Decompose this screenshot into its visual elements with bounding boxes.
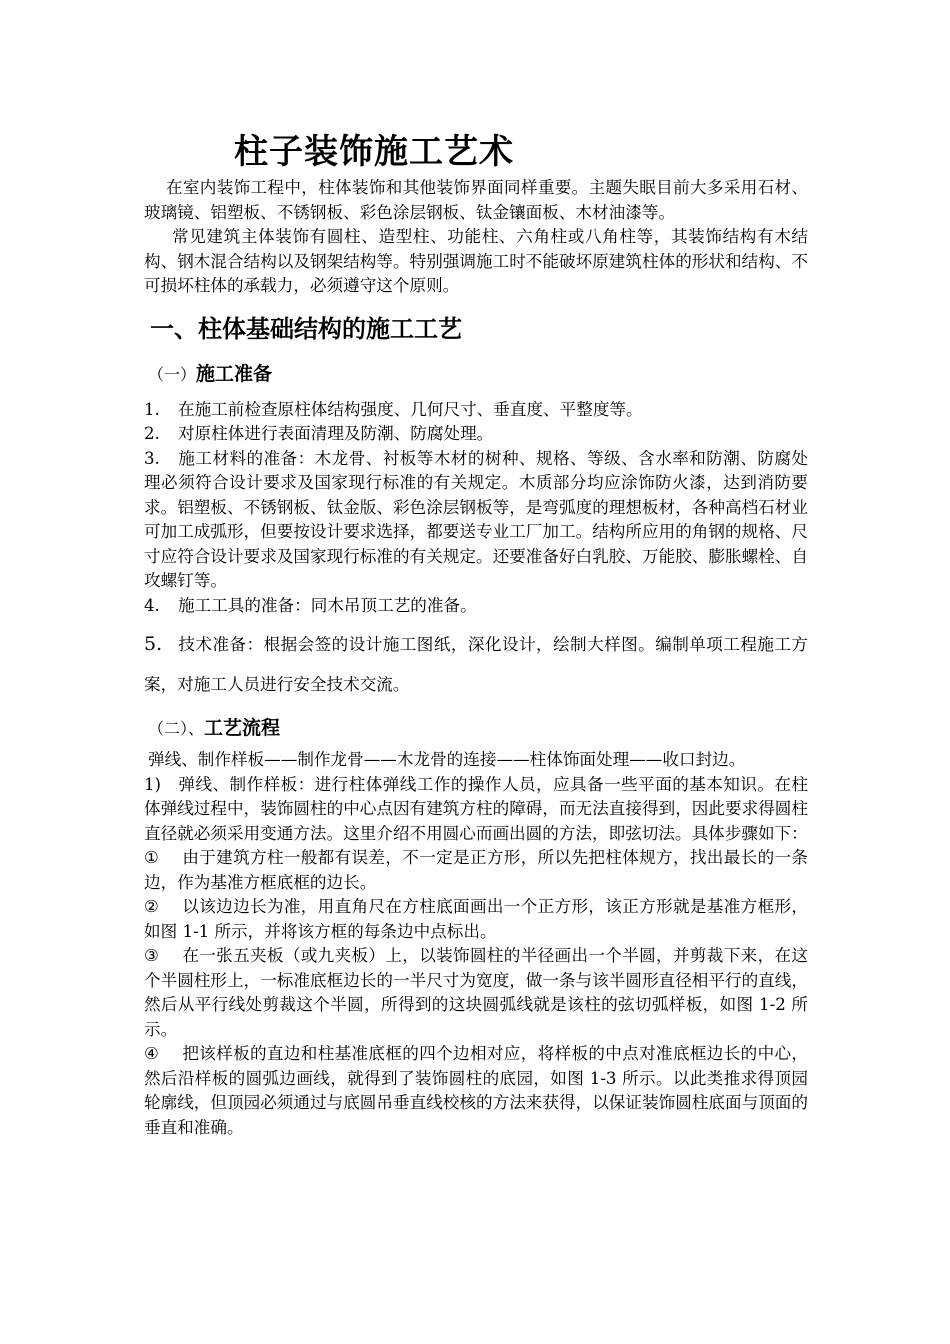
list-number: 1. [144, 399, 160, 419]
list-number: 5. [144, 633, 163, 655]
list-number: 3. [144, 448, 160, 468]
sub-step-text: 把该样板的直边和柱基准底框的四个边相对应，将样板的中点对准底框边长的中心，然后沿样板的圆弧边画线，就得到了装饰圆柱的底园，如图 1-3 所示。以此类推求得顶园轮廓线，但顶园必须通过与底圆吊垂直线校核的方法来获得，以保证装饰圆柱底面与顶面的垂直和准确。 [144, 1044, 808, 1137]
step-text: 弹线、制作样板：进行柱体弹线工作的操作人员，应具备一些平面的基本知识。在柱体弹线过程中，装饰圆柱的中心点因有建筑方柱的障碍，而无法直接得到，因此要求得圆柱直径就必须采用变通方法。这里介绍不用圆心而画出圆的方法，即弦切法。具体步骤如下： [144, 774, 808, 843]
document-title: 柱子装饰施工艺术 [234, 132, 514, 172]
list-text: 技术准备：根据会签的设计施工图纸，深化设计，绘制大样图。编制单项工程施工方案，对施工人员进行安全技术交流。 [144, 635, 808, 694]
sub-step-symbol: ① [144, 848, 159, 867]
document-page [144, 128, 808, 1140]
list-item [144, 398, 808, 423]
list-text: 施工工具的准备：同木吊顶工艺的准备。 [178, 595, 477, 615]
subsection-number: （一） [148, 364, 197, 384]
sub-step-symbol: ③ [144, 946, 159, 965]
sub-step [144, 846, 808, 895]
process-flow: 弹线、制作样板——制作龙骨——木龙骨的连接——柱体饰面处理——收口封边。 [148, 750, 746, 769]
list-number: 2. [144, 424, 160, 443]
step-paragraph [144, 773, 808, 847]
sub-step-text: 在一张五夹板（或九夹板）上，以装饰圆柱的半径画出一个半圆，并剪裁下来，在这个半圆柱形上，一标准底框边长的一半尺寸为宽度，做一条与该半圆形直径相平行的直线，然后从平行线处剪裁这个半圆，所得到的这块圆弧线就是该柱的弦切弧样板，如图 1-2 所示。 [144, 946, 808, 1039]
list-item [144, 422, 808, 447]
sub-step-symbol: ② [144, 897, 159, 916]
intro-paragraph-2: 常见建筑主体装饰有圆柱、造型柱、功能柱、六角柱或八角柱等，其装饰结构有木结构、钢木混合结构以及钢架结构等。特别强调施工时不能破坏原建筑柱体的形状和结构、不可损坏柱体的承载力，必须遵守这个原则。 [144, 227, 808, 295]
sub-step-text: 以该边边长为准，用直角尺在方柱底面画出一个正方形，该正方形就是基准方框形，如图 1-1 所示，并将该方框的每条边中点标出。 [144, 897, 808, 941]
list-item [144, 447, 808, 594]
subsection-label: 工艺流程 [204, 717, 281, 739]
sub-step [144, 1042, 808, 1140]
subsection-heading-process [148, 713, 808, 744]
sub-step [144, 944, 808, 1042]
list-item [144, 624, 808, 705]
intro-paragraph-1: 在室内装饰工程中，柱体装饰和其他装饰界面同样重要。主题失眠目前大多采用石材、玻璃镜、铝塑板、不锈钢板、彩色涂层钢板、钛金镶面板、木材油漆等。 [144, 178, 808, 222]
sub-step [144, 895, 808, 944]
step-number: 1) [144, 774, 162, 794]
list-text: 在施工前检查原柱体结构强度、几何尺寸、垂直度、平整度等。 [178, 399, 643, 419]
list-text: 施工材料的准备：木龙骨、衬板等木材的树种、规格、等级、含水率和防潮、防腐处理必须符合设计要求及国家现行标准的有关规定。木质部分均应涂饰防火漆，达到消防要求。铝塑板、不锈钢板、钛金版、彩色涂层钢板等，是弯弧度的理想板材，各种高档石材业可加工成弧形，但要按设计要求选择，都要送专业工厂加工。结构所应用的角钢的规格、尺寸应符合设计要求及国家现行标准的有关规定。还要准备好白乳胶、万能胶、膨胀螺栓、自攻螺钉等。 [144, 448, 808, 590]
subsection-label: 施工准备 [196, 362, 273, 385]
subsection-number: （二）、 [148, 719, 205, 738]
sub-step-symbol: ④ [144, 1044, 159, 1063]
sub-step-text: 由于建筑方柱一般都有误差，不一定是正方形，所以先把柱体规方，找出最长的一条边，作为基准方框底框的边长。 [144, 848, 808, 892]
list-item [144, 594, 808, 619]
list-text: 对原柱体进行表面清理及防潮、防腐处理。 [178, 424, 494, 443]
section-heading-1: 一、柱体基础结构的施工工艺 [150, 314, 462, 343]
list-number: 4. [144, 595, 160, 615]
subsection-heading-preparation [148, 359, 808, 390]
